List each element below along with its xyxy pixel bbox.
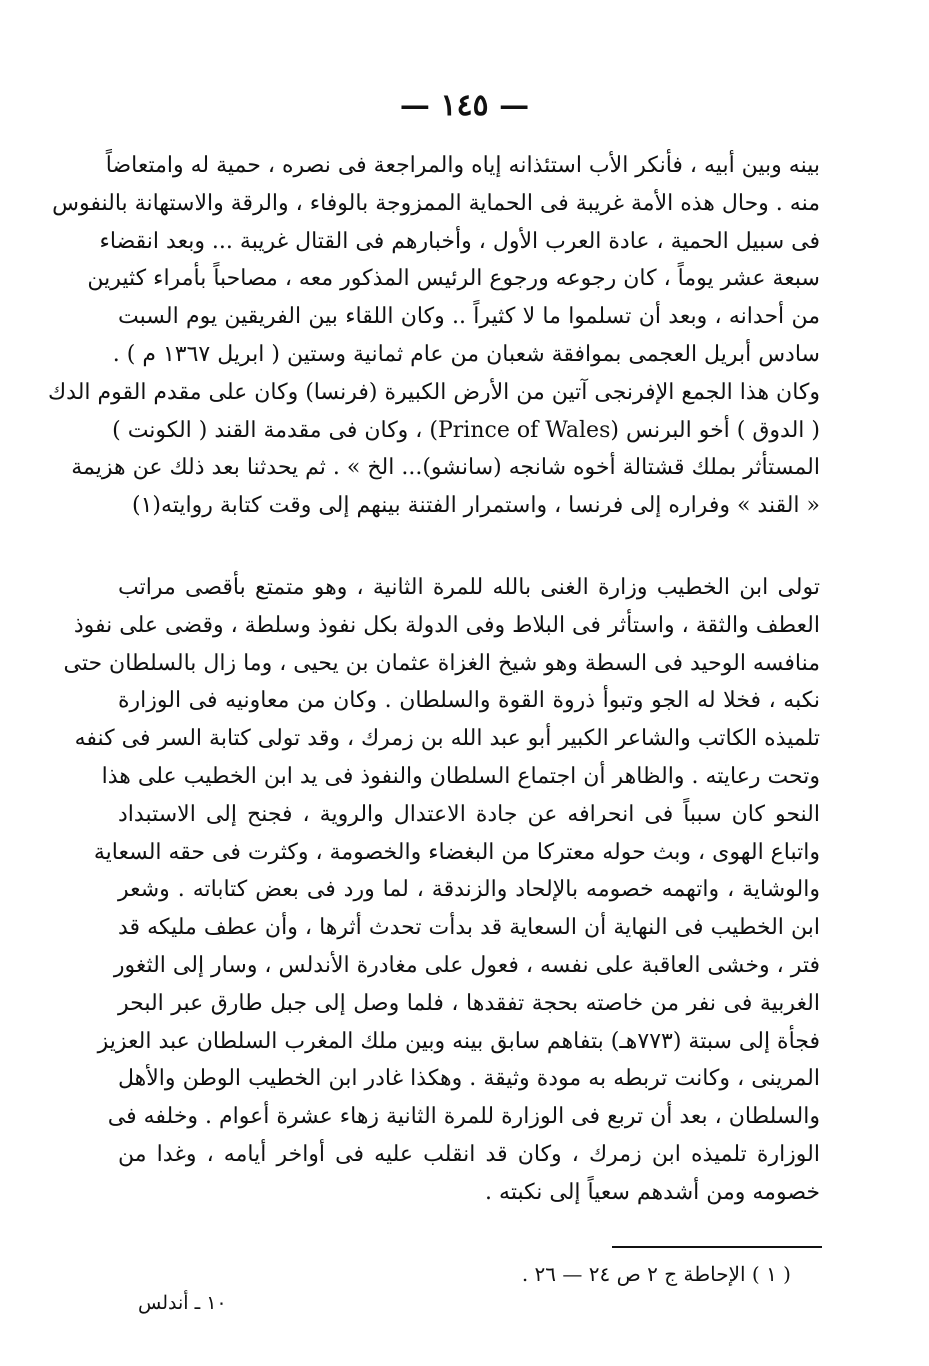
text-line: المستأثر بملك قشتالة أخوه شانجه (سانشو)... الخ » . ثم يحدثنا بعد ذلك عن هزيمة: [71, 455, 820, 481]
text-line: خصومه ومن أشدهم سعياً إلى نكبته .: [485, 1179, 820, 1205]
text-line: نكبه ، فخلا له الجو وتبوأ ذروة القوة والسلطان . وكان من معاونيه فى الوزارة: [118, 688, 820, 714]
footnote-separator: [612, 1246, 822, 1248]
text-line: « القند » وفراره إلى فرنسا ، واستمرار الفتنة بينهم إلى وقت كتابة روايته(١): [131, 493, 820, 519]
paragraph-quote: [48, 147, 820, 525]
page-number: — ١٤٥ —: [399, 88, 530, 123]
text-line: ابن الخطيب فى النهاية أن السعاية قد بدأت تحدث أثرها ، وأن عطف مليكه قد: [118, 915, 820, 941]
text-line: سادس أبريل العجمى بموافقة شعبان من عام ثمانية وستين ( ابريل ١٣٦٧ م ) .: [112, 341, 820, 367]
text-line: فجأة إلى سبتة (٧٧٣هـ) بتفاهم سابق بينه وبين ملك المغرب السلطان عبد العزيز: [97, 1028, 820, 1054]
text-line: والوشاية ، واتهمه خصومه بالإلحاد والزندقة ، لما ورد فى بعض كتاباته . وشعر: [118, 877, 820, 903]
text-line: فتر ، وخشى العاقبة على نفسه ، فعول على مغادرة الأندلس ، وسار إلى الثغور: [113, 952, 820, 978]
text-line: وكان هذا الجمع الإفرنجى آتين من الأرض الكبيرة (فرنسا) وكان على مقدم القوم الدك: [48, 379, 820, 405]
paragraph-main: [63, 569, 820, 1212]
text-line: من أحدانه ، وبعد أن تسلموا ما لا كثيراً .. وكان اللقاء بين الفريقين يوم السبت: [118, 304, 820, 330]
text-line: تلميذه الكاتب والشاعر الكبير أبو عبد الله بن زمرك ، وقد تولى كتابة السر فى كنفه: [74, 726, 820, 752]
text-line: وتحت رعايته . والظاهر أن اجتماع السلطان والنفوذ فى يد ابن الخطيب على هذا: [101, 763, 820, 789]
text-line: ( الدوق ) أخو البرنس (Prince of Wales) ، وكان فى مقدمة القند ( الكونت ): [112, 417, 820, 443]
text-line: الغربية فى نفر من خاصته بحجة تفقدها ، فلما وصل إلى جبل طارق عبر البحر: [118, 990, 820, 1016]
text-line: العطف والثقة ، واستأثر فى البلاط وفى الدولة بكل نفوذ وسلطة ، وقضى على نفوذ: [73, 612, 820, 638]
text-line: الوزارة تلميذه ابن زمرك ، وكان قد انقلب عليه فى أواخر أيامه ، وغدا من: [118, 1141, 820, 1167]
text-line: واتباع الهوى ، وبث حوله معتركا من البغضاء والخصومة ، وكثرت فى حقه السعاية: [93, 839, 820, 865]
text-line: النحو كان سبباً فى انحرافه عن جادة الاعتدال والروية ، فجنح إلى الاستبداد: [118, 801, 820, 827]
text-line: والسلطان ، بعد أن تربع فى الوزارة للمرة الثانية زهاء عشرة أعوام . وخلفه فى: [107, 1104, 820, 1130]
text-line: تولى ابن الخطيب وزارة الغنى بالله للمرة الثانية ، وهو متمتع بأقصى مراتب: [118, 575, 820, 600]
text-line: سبعة عشر يوماً ، كان رجوعه ورجوع الرئيس المذكور معه ، مصاحباً بأمراء كثيرين: [87, 266, 820, 292]
text-line: فى سبيل الحمية ، عادة العرب الأول ، وأخبارهم فى القتال غريبة ... وبعد انقضاء: [99, 228, 820, 254]
text-line: بينه وبين أبيه ، فأنكر الأب استئذانه إياه والمراجعة فى نصره ، حمية له وامتعاضاً: [105, 153, 820, 178]
footnote: ( ١ ) الإحاطة ج ٢ ص ٢٤ — ٢٦ .: [521, 1262, 791, 1286]
printer-signature: ١٠ ـ أندلس: [138, 1292, 227, 1314]
text-line: منه . وحال هذه الأمة غريبة فى الحماية الممزوجة بالوفاء ، والرقة والاستهانة بالنفوس: [52, 190, 820, 216]
text-line: المرينى ، وكانت تربطه به مودة وثيقة . وهكذا غادر ابن الخطيب الوطن والأهل: [118, 1066, 820, 1092]
text-line: منافسه الوحيد فى السطة وهو شيخ الغزاة عثمان بن يحيى ، وما زال بالسلطان حتى: [63, 650, 820, 676]
